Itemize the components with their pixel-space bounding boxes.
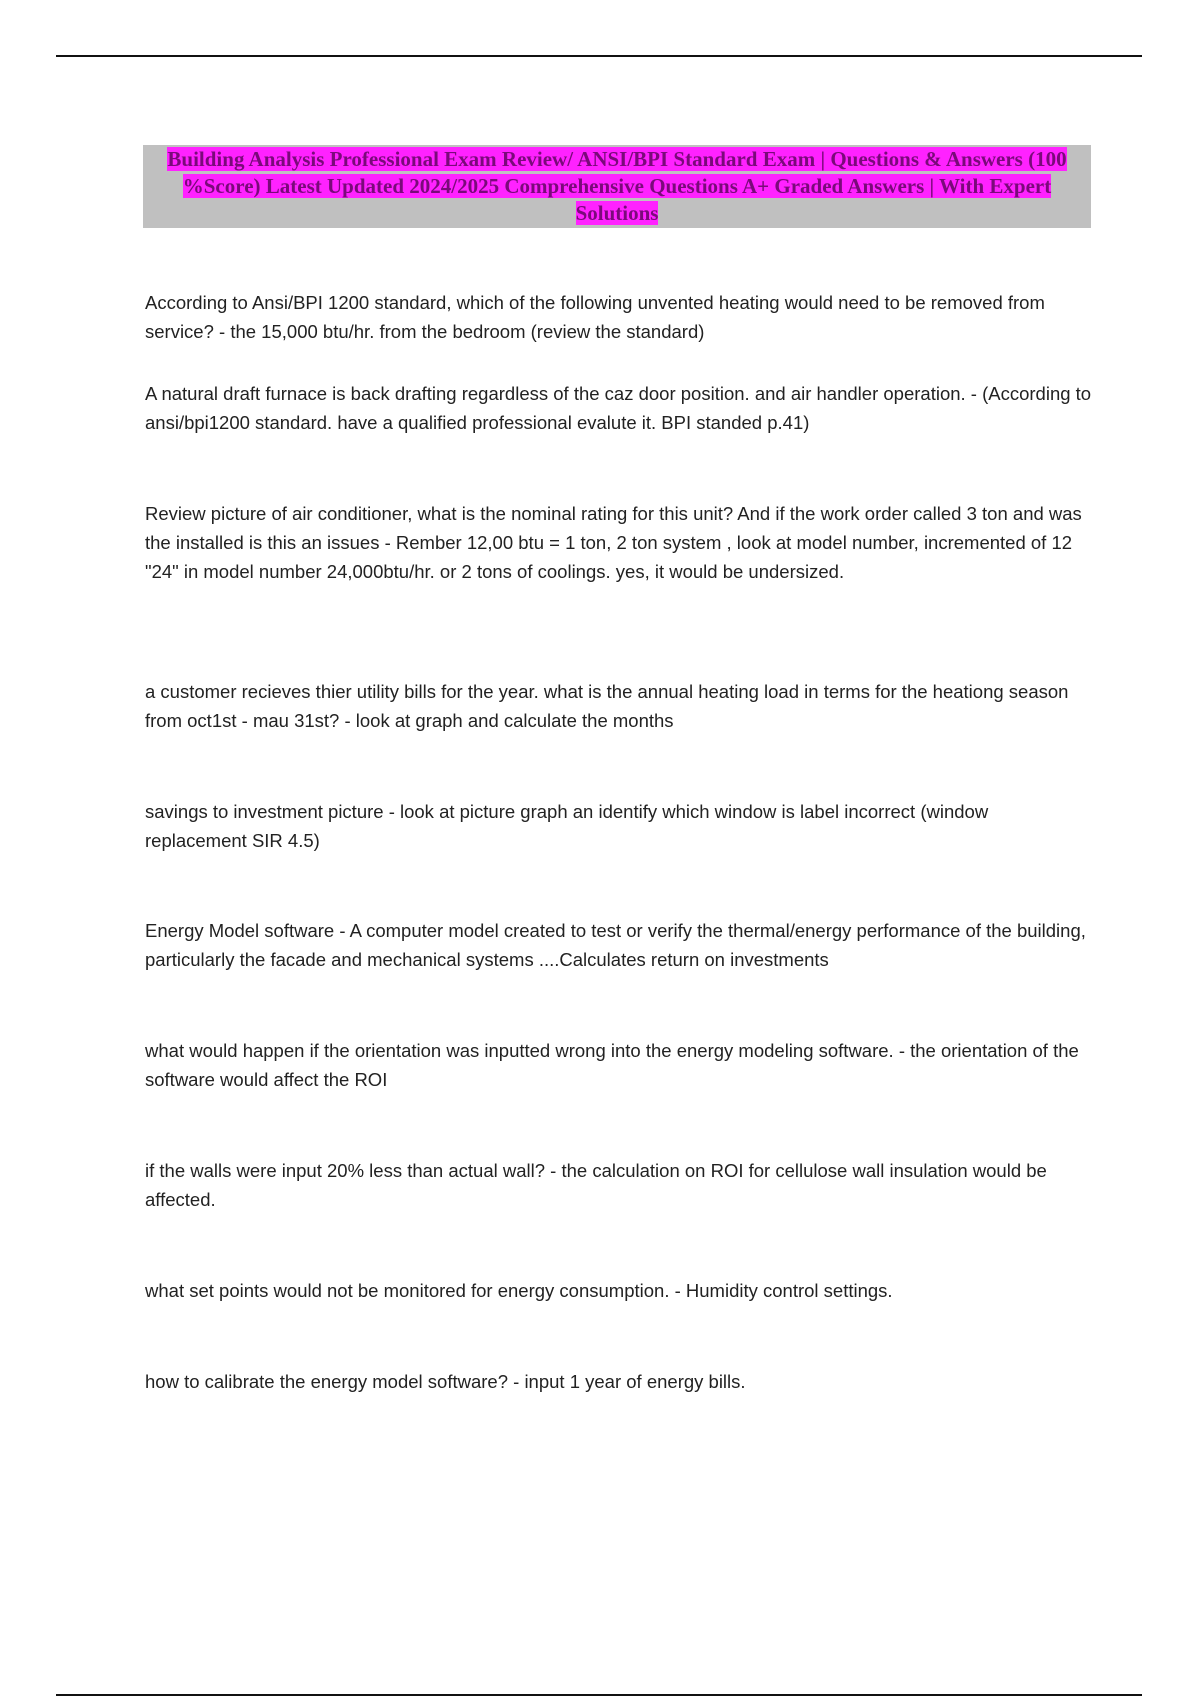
qa-item: what set points would not be monitored for energy consumption. - Humidity control settings.: [145, 1280, 893, 1301]
qa-item: how to calibrate the energy model software? - input 1 year of energy bills.: [145, 1371, 746, 1392]
qa-item: According to Ansi/BPI 1200 standard, which of the following unvented heating would need to be removed from service? - the 15,000 btu/hr. from the bedroom (review the standard): [145, 292, 1045, 342]
qa-item: a customer recieves thier utility bills for the year. what is the annual heating load in terms for the heationg season from oct1st - mau 31st? - look at graph and calculate the months: [145, 681, 1069, 731]
qa-item: what would happen if the orientation was inputted wrong into the energy modeling software. - the orientation of the software would affect the ROI: [145, 1040, 1079, 1090]
top-rule: [56, 55, 1142, 57]
qa-item: if the walls were input 20% less than actual wall? - the calculation on ROI for cellulose wall insulation would be affected.: [145, 1160, 1047, 1210]
qa-item: A natural draft furnace is back drafting regardless of the caz door position. and air handler operation. - (According to ansi/bpi1200 standard. have a qualified professional evalute it. BPI standed p.41): [145, 383, 1092, 433]
title-banner: [143, 145, 1091, 228]
bottom-rule: [56, 1694, 1142, 1696]
qa-list: [145, 288, 1095, 1396]
qa-item: Energy Model software - A computer model created to test or verify the thermal/energy performance of the building, particularly the facade and mechanical systems ....Calculates return on investments: [145, 920, 1086, 970]
document-title-text: Building Analysis Professional Exam Review/ ANSI/BPI Standard Exam | Questions & Answers (100 %Score) Latest Updated 2024/2025 Comprehensive Questions A+ Graded Answers | With Expert Solutions: [167, 147, 1067, 225]
qa-item: Review picture of air conditioner, what is the nominal rating for this unit? And if the work order called 3 ton and was the installed is this an issues - Rember 12,00 btu = 1 ton, 2 ton system , look at model number, incremented of 12 "24" in model number 24,000btu/hr. or 2 tons of coolings. yes, it would be undersized.: [145, 503, 1082, 582]
qa-item: savings to investment picture - look at picture graph an identify which window is label incorrect (window replacement SIR 4.5): [145, 801, 989, 851]
document-title: [152, 146, 1082, 227]
